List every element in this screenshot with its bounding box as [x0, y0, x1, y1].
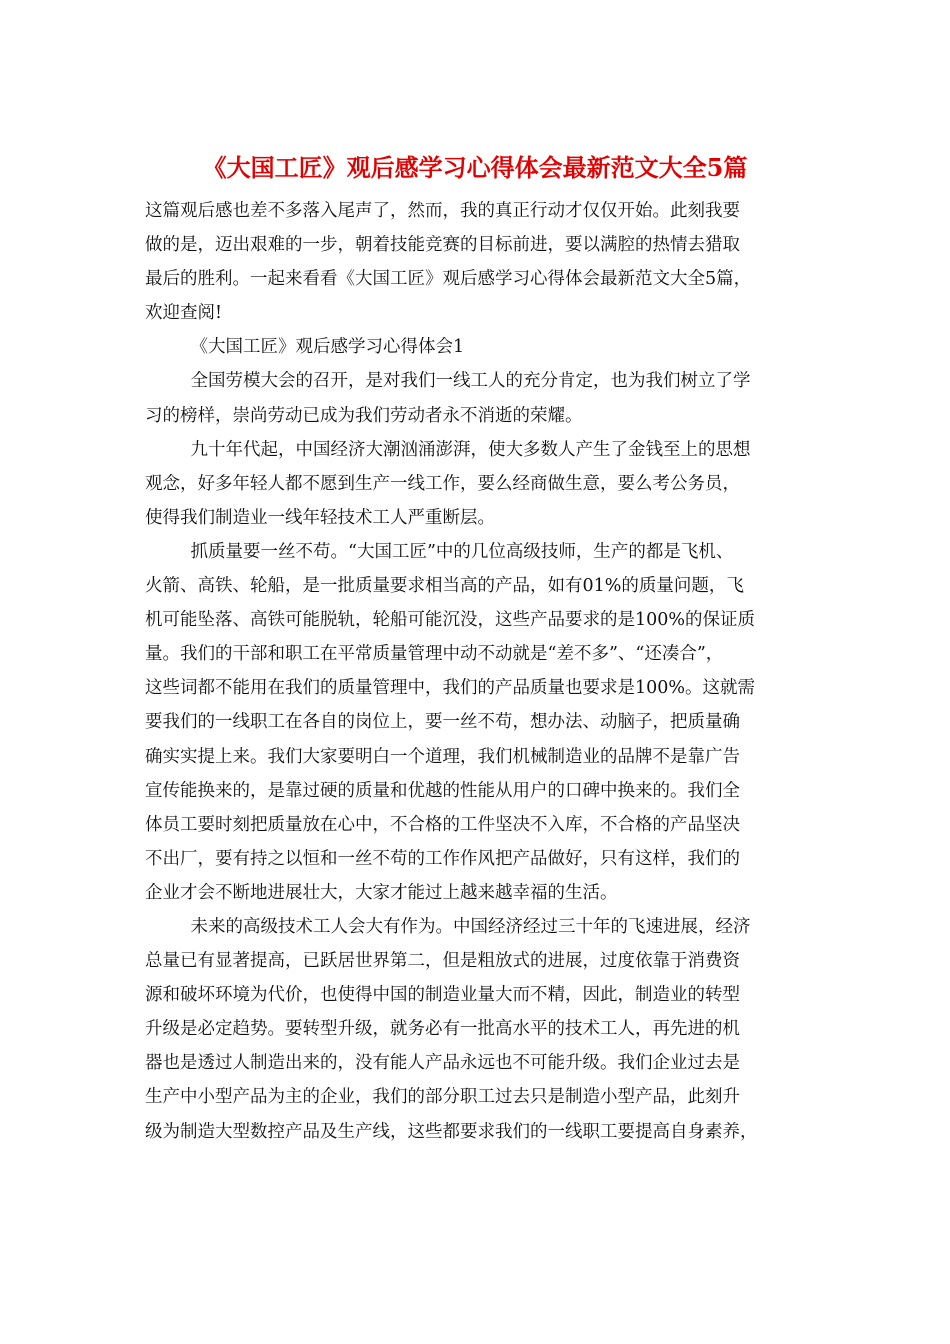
text-line: 源和破坏环境为代价，也使得中国的制造业量大而不精，因此，制造业的转型: [145, 985, 740, 1006]
paragraph: [145, 364, 810, 432]
text-line: 要我们的一线职工在各自的岗位上，要一丝不苟，想办法、动脑子，把质量确: [145, 712, 740, 733]
paragraph: [145, 535, 810, 910]
text-line: 升级是必定趋势。要转型升级，就务必有一批高水平的技术工人，再先进的机: [145, 1019, 740, 1040]
text-line: 级为制造大型数控产品及生产线，这些都要求我们的一线职工要提高自身素养，: [145, 1121, 758, 1142]
text-line: 这篇观后感也差不多落入尾声了，然而，我的真正行动才仅仅开始。此刻我要: [145, 201, 740, 221]
document-body: [145, 194, 810, 1149]
text-line: 火箭、高铁、轮船，是一批质量要求相当高的产品，如有01%的质量问题，飞: [145, 576, 744, 597]
text-line: 器也是透过人制造出来的，没有能人产品永远也不可能升级。我们企业过去是: [145, 1053, 740, 1074]
text-line: 宣传能换来的，是靠过硬的质量和优越的性能从用户的口碑中换来的。我们全: [145, 780, 740, 801]
text-line: 未来的高级技术工人会大有作为。中国经济经过三十年的飞速进展，经济: [190, 916, 751, 937]
text-line: 最后的胜利。一起来看看《大国工匠》观后感学习心得体会最新范文大全5篇，: [145, 269, 752, 290]
paragraph: [145, 433, 810, 535]
document-title: 《大国工匠》观后感学习心得体会最新范文大全5篇: [202, 153, 748, 182]
text-line: 观念，好多年轻人都不愿到生产一线工作，要么经商做生意，要么考公务员，: [145, 473, 740, 494]
paragraph: [145, 330, 810, 364]
text-line: 全国劳模大会的召开，是对我们一线工人的充分肯定，也为我们树立了学: [190, 371, 751, 392]
text-line: 欢迎查阅!: [145, 303, 223, 324]
paragraph: [145, 194, 810, 330]
text-line: 机可能坠落、高铁可能脱轨，轮船可能沉没，这些产品要求的是100%的保证质: [145, 610, 756, 631]
text-line: 使得我们制造业一线年轻技术工人严重断层。: [145, 507, 495, 528]
text-line: 这些词都不能用在我们的质量管理中，我们的产品质量也要求是100%。这就需: [145, 678, 756, 699]
text-line: 生产中小型产品为主的企业，我们的部分职工过去只是制造小型产品，此刻升: [145, 1087, 740, 1108]
text-line: 做的是，迈出艰难的一步，朝着技能竞赛的目标前进，要以满腔的热情去猎取: [145, 235, 740, 256]
text-line: 《大国工匠》观后感学习心得体会1: [190, 337, 465, 358]
text-line: 确实实提上来。我们大家要明白一个道理，我们机械制造业的品牌不是靠广告: [145, 746, 740, 767]
text-line: 总量已有显著提高，已跃居世界第二，但是粗放式的进展，过度依靠于消费资: [145, 951, 740, 972]
paragraph: [145, 910, 810, 1149]
text-line: 抓质量要一丝不苟。“大国工匠”中的几位高级技师，生产的都是飞机、: [190, 541, 734, 562]
text-line: 不出厂，要有持之以恒和一丝不苟的工作作风把产品做好，只有这样，我们的: [145, 848, 740, 869]
text-line: 企业才会不断地进展壮大，大家才能过上越来越幸福的生活。: [145, 882, 618, 903]
text-line: 习的榜样，崇尚劳动已成为我们劳动者永不消逝的荣耀。: [145, 405, 583, 426]
text-line: 量。我们的干部和职工在平常质量管理中动不动就是“差不多”、“还凑合”，: [145, 644, 724, 665]
text-line: 九十年代起，中国经济大潮汹涌澎湃，使大多数人产生了金钱至上的思想: [190, 439, 751, 460]
text-line: 体员工要时刻把质量放在心中，不合格的工件坚决不入库，不合格的产品坚决: [145, 814, 740, 835]
